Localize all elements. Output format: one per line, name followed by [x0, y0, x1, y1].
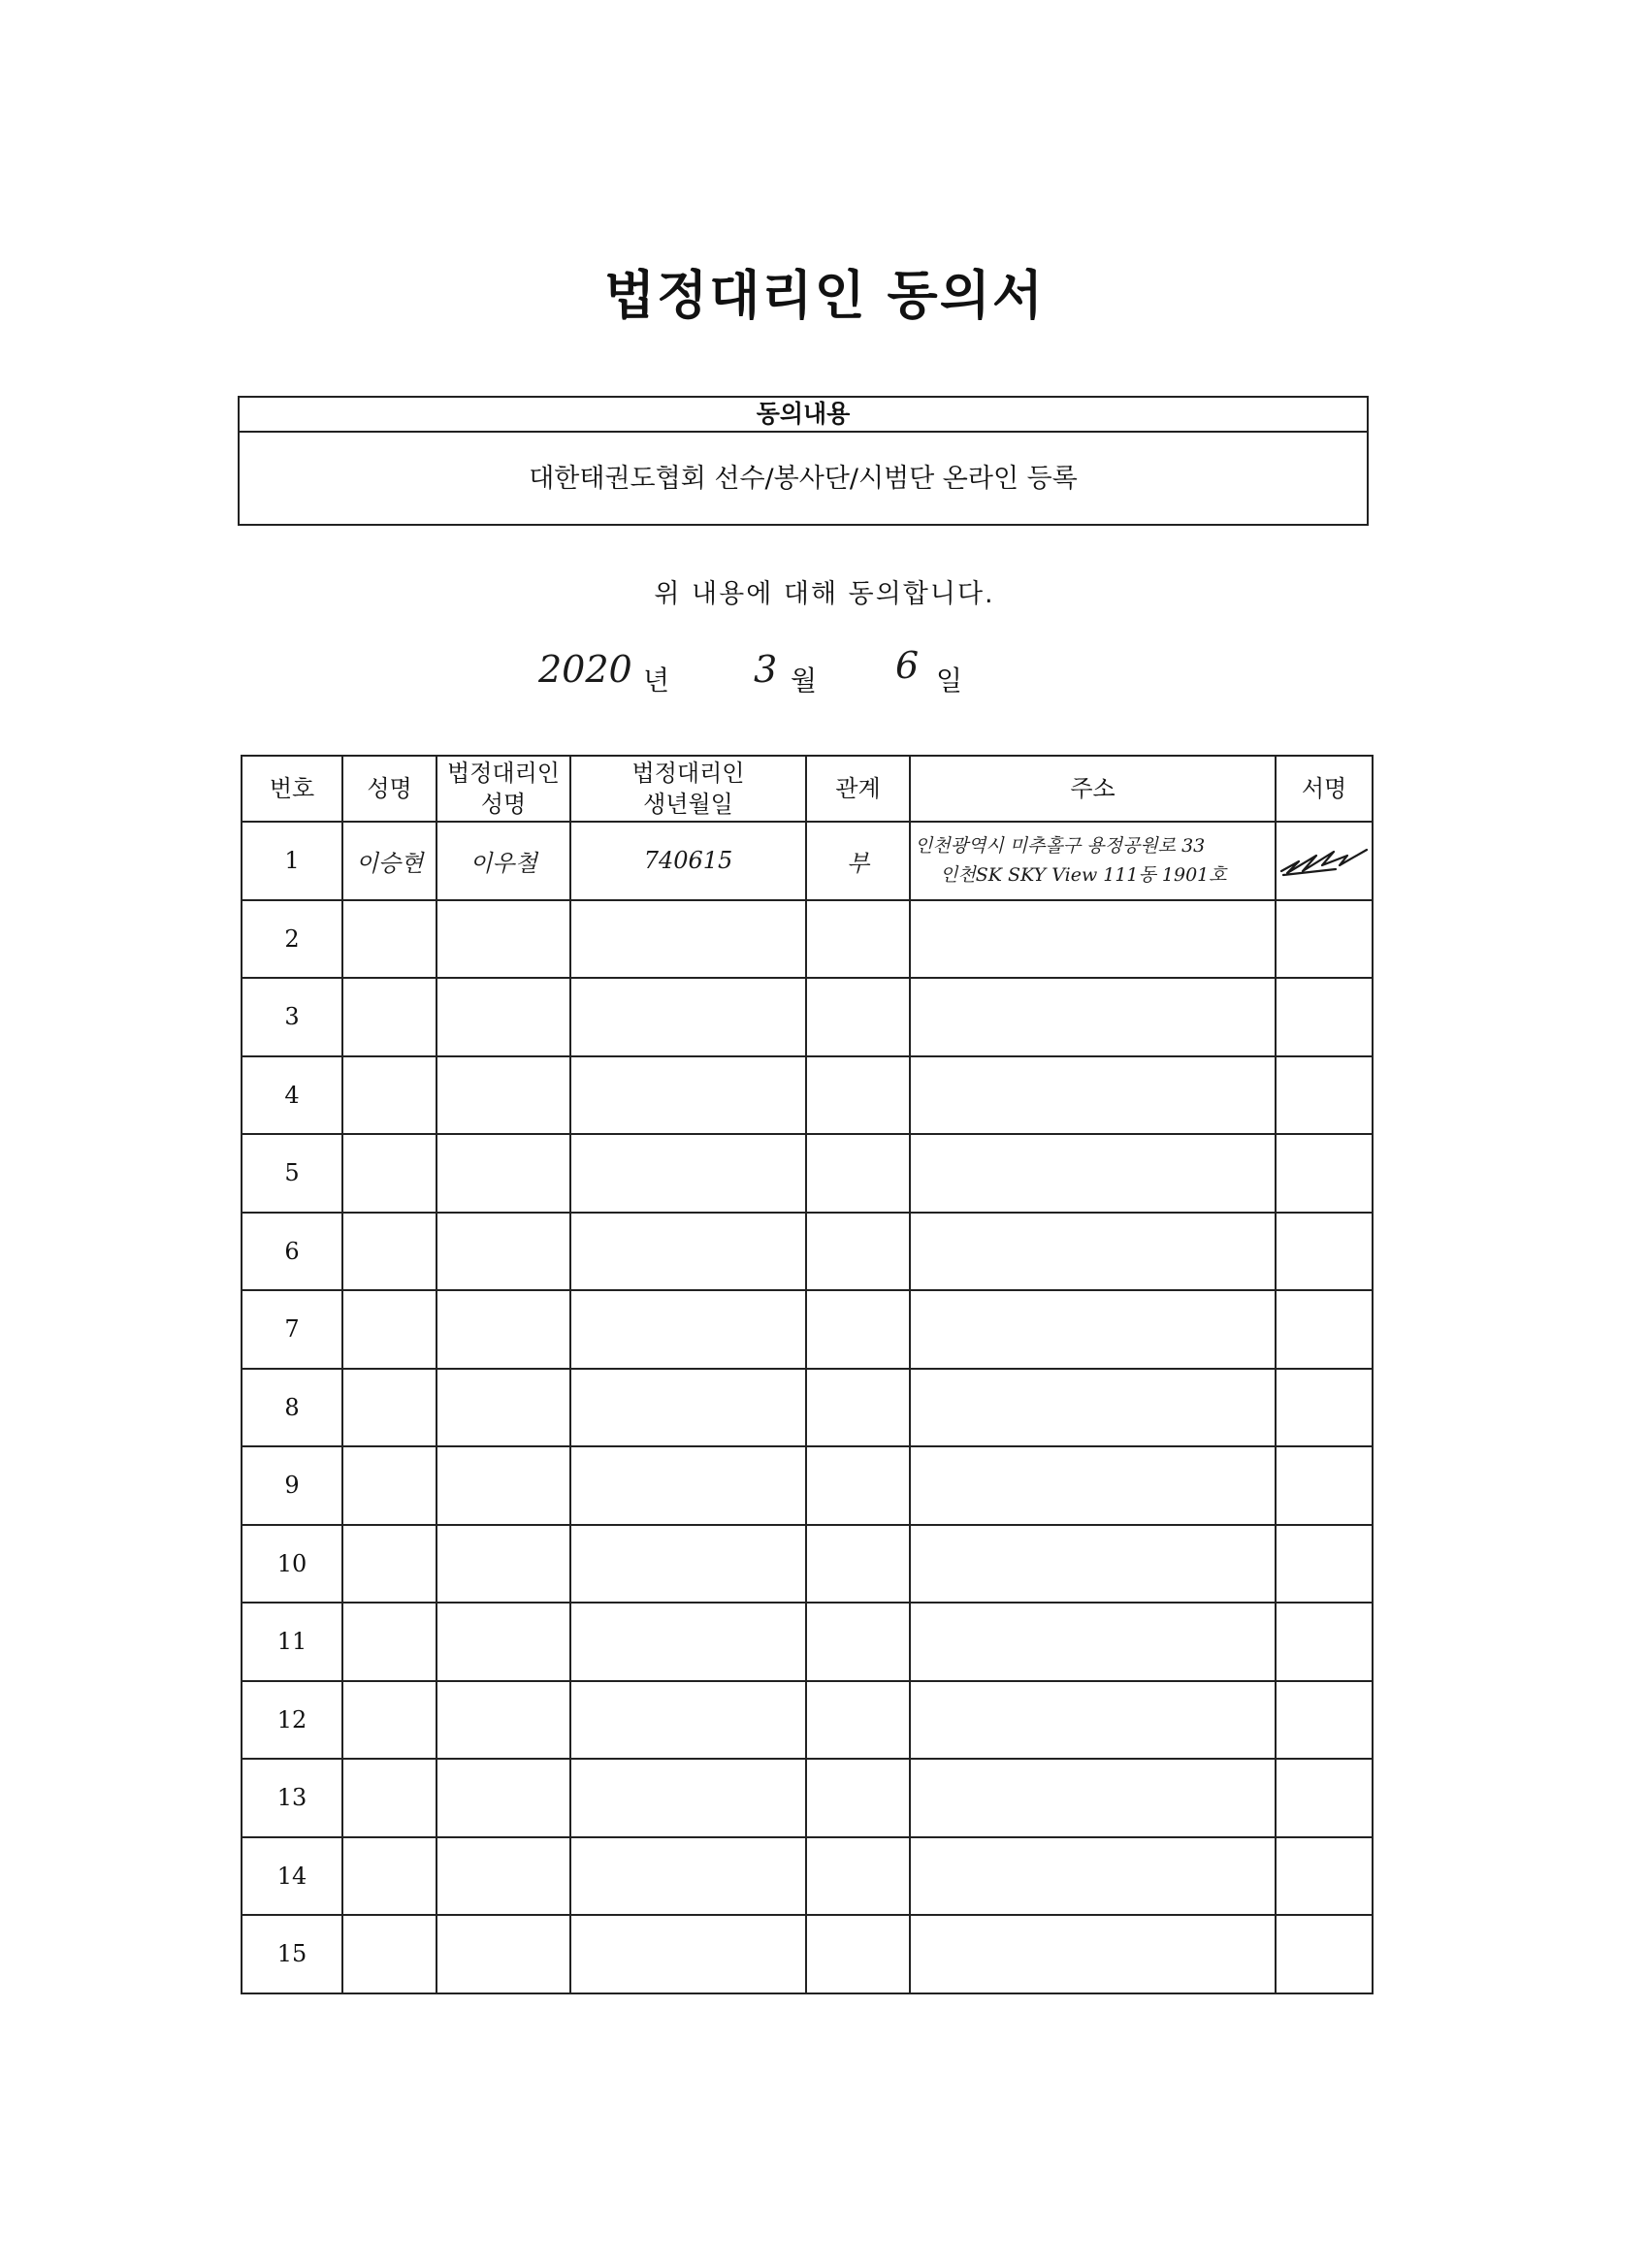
- row-guardian-name: [436, 1837, 570, 1916]
- row-name: [342, 1213, 436, 1291]
- row-name: [342, 1134, 436, 1213]
- row-address: [910, 1213, 1276, 1291]
- row-name: [342, 1681, 436, 1760]
- row-signature: [1276, 822, 1373, 900]
- row-guardian-birth: [570, 900, 806, 979]
- table-header-row: [242, 756, 1373, 822]
- header-guardian-birth: [570, 756, 806, 822]
- row-number: 10: [242, 1525, 342, 1604]
- row-signature: [1276, 1056, 1373, 1135]
- date-month-label: 월: [791, 664, 818, 697]
- row-name: [342, 1369, 436, 1447]
- row-guardian-name: [436, 1290, 570, 1369]
- row-relation: [806, 1369, 910, 1447]
- table-row: [242, 1446, 1373, 1525]
- row-guardian-birth: [570, 1446, 806, 1525]
- row-name: [342, 1759, 436, 1837]
- row-number: 11: [242, 1603, 342, 1681]
- row-signature: [1276, 1837, 1373, 1916]
- row-guardian-birth: [570, 1290, 806, 1369]
- table-row: [242, 1915, 1373, 1993]
- row-guardian-birth: [570, 1525, 806, 1604]
- table-row: [242, 1369, 1373, 1447]
- row-address-line2: 인천SK SKY View 111동 1901호: [940, 864, 1227, 887]
- table-row: [242, 1837, 1373, 1916]
- header-guardian-birth-line1: 법정대리인: [631, 760, 745, 787]
- row-address: [910, 1603, 1276, 1681]
- row-address: [910, 1369, 1276, 1447]
- date-day: 6: [895, 644, 920, 687]
- page-title: 법정대리인 동의서: [603, 265, 1046, 326]
- header-guardian-name-line2: 성명: [480, 791, 527, 818]
- table-row: [242, 1759, 1373, 1837]
- row-name: [342, 1525, 436, 1604]
- header-relation: 관계: [806, 756, 910, 822]
- header-number: 번호: [242, 756, 342, 822]
- row-guardian-birth: 740615: [570, 822, 806, 900]
- consent-body: 대한태권도협회 선수/봉사단/시범단 온라인 등록: [529, 464, 1078, 494]
- row-number: 1: [242, 822, 342, 900]
- row-relation: [806, 1525, 910, 1604]
- row-guardian-birth: [570, 1134, 806, 1213]
- row-name: [342, 1837, 436, 1916]
- row-name: [342, 1290, 436, 1369]
- row-address: [910, 1446, 1276, 1525]
- row-guardian-birth: [570, 1681, 806, 1760]
- row-relation: [806, 1213, 910, 1291]
- row-name: [342, 1915, 436, 1993]
- row-guardian-name: [436, 1056, 570, 1135]
- date-day-label: 일: [936, 664, 963, 697]
- row-signature: [1276, 1681, 1373, 1760]
- header-name: 성명: [342, 756, 436, 822]
- table-row: [242, 1134, 1373, 1213]
- row-relation: [806, 1915, 910, 1993]
- row-signature: [1276, 1525, 1373, 1604]
- table-row: [242, 1056, 1373, 1135]
- row-signature: [1276, 1290, 1373, 1369]
- row-relation: [806, 1837, 910, 1916]
- agreement-text: 위 내용에 대해 동의합니다.: [654, 579, 995, 609]
- consent-header: 동의내용: [240, 398, 1367, 433]
- row-number: 12: [242, 1681, 342, 1760]
- row-name: [342, 978, 436, 1056]
- row-relation: [806, 1681, 910, 1760]
- row-guardian-birth: [570, 1603, 806, 1681]
- row-number: 7: [242, 1290, 342, 1369]
- row-signature: [1276, 1213, 1373, 1291]
- row-guardian-birth: [570, 1213, 806, 1291]
- row-relation: [806, 1290, 910, 1369]
- row-relation: [806, 900, 910, 979]
- consent-box: [238, 396, 1369, 526]
- header-guardian-name-line1: 법정대리인: [447, 760, 560, 787]
- row-number: 4: [242, 1056, 342, 1135]
- row-guardian-name: [436, 900, 570, 979]
- row-signature: [1276, 1369, 1373, 1447]
- row-number: 6: [242, 1213, 342, 1291]
- guardian-table: [241, 755, 1374, 1994]
- row-signature: [1276, 1603, 1373, 1681]
- table-row: [242, 978, 1373, 1056]
- row-number: 15: [242, 1915, 342, 1993]
- date-year: 2020: [538, 648, 632, 691]
- row-name: 이승현: [342, 822, 436, 900]
- row-address: [910, 1759, 1276, 1837]
- row-address: [910, 1837, 1276, 1916]
- row-guardian-name: [436, 1213, 570, 1291]
- row-relation: [806, 1056, 910, 1135]
- row-name: [342, 1446, 436, 1525]
- row-guardian-name: [436, 1759, 570, 1837]
- date-year-label: 년: [643, 664, 670, 697]
- row-number: 9: [242, 1446, 342, 1525]
- row-guardian-birth: [570, 978, 806, 1056]
- row-address: [910, 822, 1276, 900]
- row-signature: [1276, 1446, 1373, 1525]
- row-signature: [1276, 1134, 1373, 1213]
- header-signature: 서명: [1276, 756, 1373, 822]
- row-address-line1: 인천광역시 미추홀구 용정공원로 33: [915, 835, 1206, 858]
- row-guardian-name: [436, 978, 570, 1056]
- row-guardian-birth: [570, 1915, 806, 1993]
- date-month: 3: [754, 648, 778, 691]
- row-address: [910, 1056, 1276, 1135]
- row-signature: [1276, 1759, 1373, 1837]
- header-guardian-name: [436, 756, 570, 822]
- row-guardian-name: [436, 1134, 570, 1213]
- header-guardian-birth-line2: 생년월일: [643, 791, 733, 818]
- row-address: [910, 1915, 1276, 1993]
- row-guardian-name: [436, 1525, 570, 1604]
- row-guardian-name: [436, 1369, 570, 1447]
- row-signature: [1276, 978, 1373, 1056]
- table-row: [242, 1213, 1373, 1291]
- row-relation: [806, 1603, 910, 1681]
- row-guardian-name: [436, 1915, 570, 1993]
- date-line: [538, 644, 1217, 706]
- row-guardian-name: [436, 1603, 570, 1681]
- row-address: [910, 1525, 1276, 1604]
- row-relation: [806, 1759, 910, 1837]
- row-guardian-birth: [570, 1759, 806, 1837]
- row-number: 3: [242, 978, 342, 1056]
- table-row: [242, 900, 1373, 979]
- row-guardian-name: 이우철: [436, 822, 570, 900]
- row-guardian-birth: [570, 1837, 806, 1916]
- row-guardian-birth: [570, 1369, 806, 1447]
- row-number: 8: [242, 1369, 342, 1447]
- row-name: [342, 1603, 436, 1681]
- row-address: [910, 1134, 1276, 1213]
- row-number: 13: [242, 1759, 342, 1837]
- row-relation: [806, 1134, 910, 1213]
- row-name: [342, 900, 436, 979]
- row-signature: [1276, 1915, 1373, 1993]
- table-row: [242, 822, 1373, 900]
- row-name: [342, 1056, 436, 1135]
- row-relation: 부: [806, 822, 910, 900]
- row-guardian-name: [436, 1681, 570, 1760]
- table-row: [242, 1525, 1373, 1604]
- row-number: 2: [242, 900, 342, 979]
- table-row: [242, 1290, 1373, 1369]
- row-address: [910, 1290, 1276, 1369]
- header-address: 주소: [910, 756, 1276, 822]
- row-address: [910, 1681, 1276, 1760]
- row-guardian-birth: [570, 1056, 806, 1135]
- row-guardian-name: [436, 1446, 570, 1525]
- signature-mark: [1277, 836, 1371, 885]
- row-signature: [1276, 900, 1373, 979]
- row-relation: [806, 978, 910, 1056]
- row-relation: [806, 1446, 910, 1525]
- row-number: 5: [242, 1134, 342, 1213]
- table-row: [242, 1603, 1373, 1681]
- row-address: [910, 900, 1276, 979]
- row-number: 14: [242, 1837, 342, 1916]
- table-row: [242, 1681, 1373, 1760]
- row-address: [910, 978, 1276, 1056]
